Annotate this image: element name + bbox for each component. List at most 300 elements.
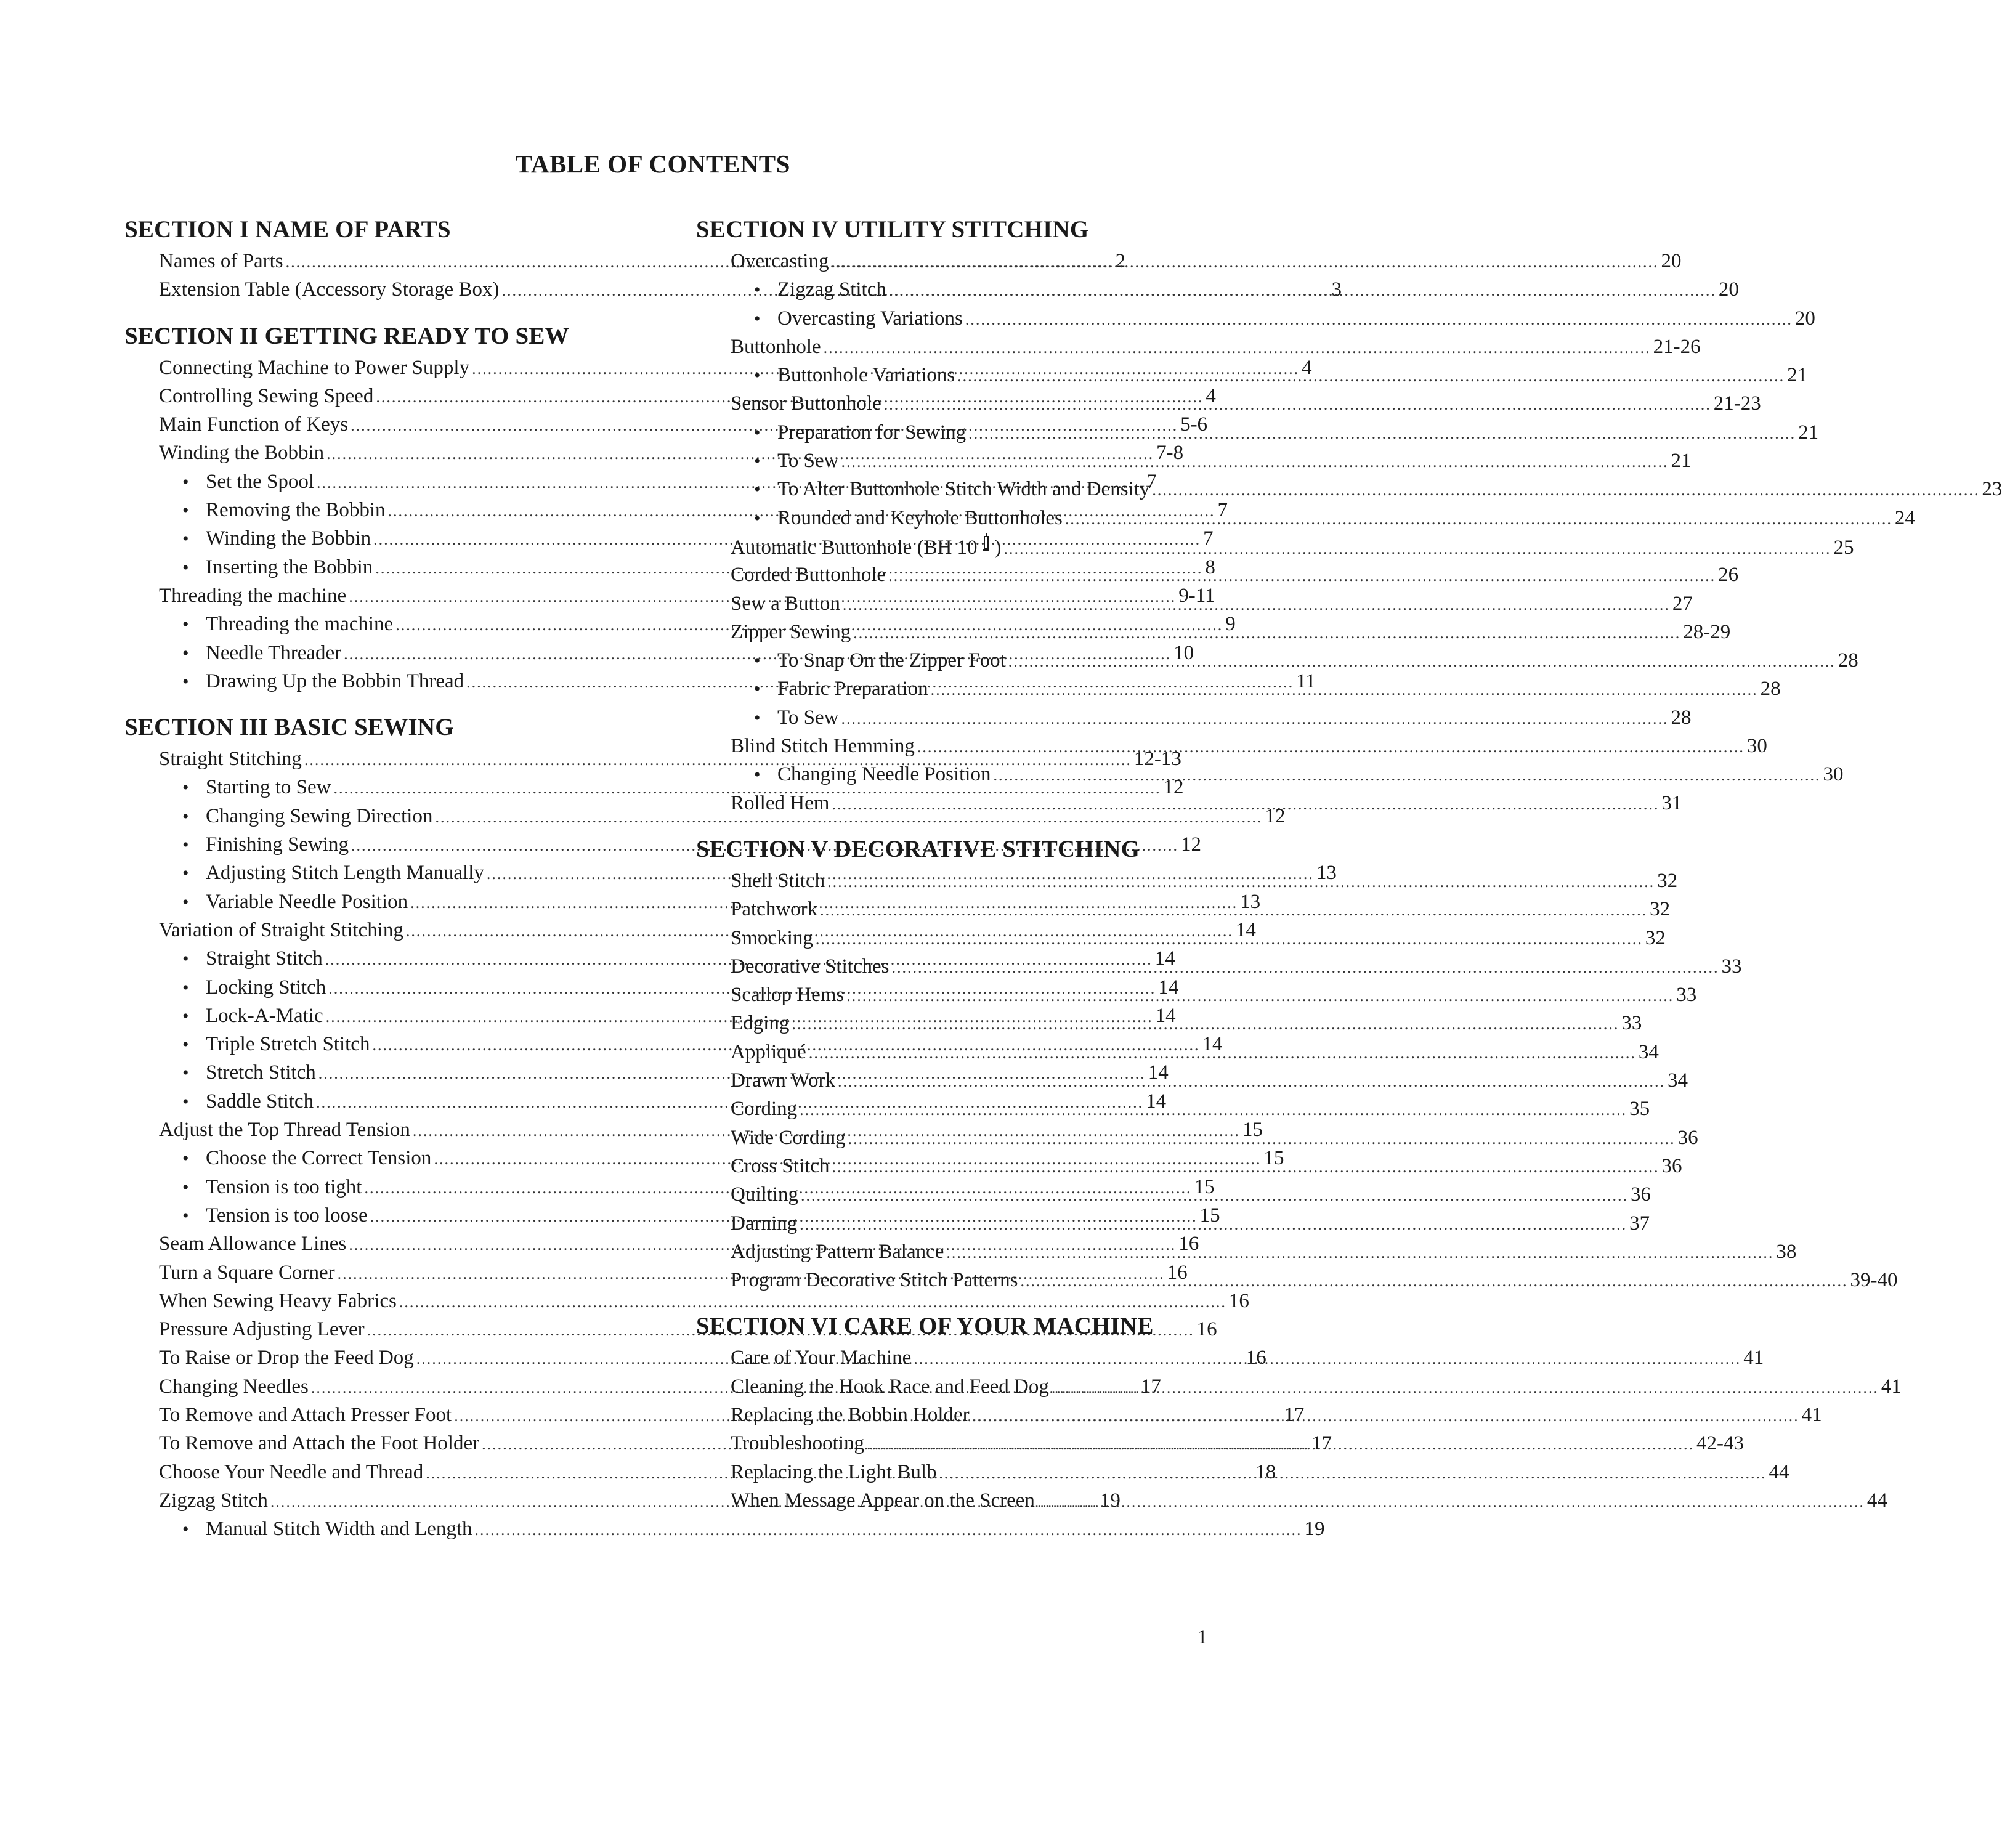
toc-entry-label (206, 973, 326, 1002)
toc-entry-label-text: Darning (731, 1212, 798, 1234)
bullet-icon: • (754, 479, 761, 500)
toc-subentry[interactable] (731, 418, 1819, 447)
toc-entry[interactable] (731, 1372, 1902, 1401)
toc-page-number: 32 (1657, 869, 1678, 892)
toc-entry-label (731, 924, 813, 952)
toc-page-number: 21 (1671, 450, 1692, 472)
bullet-icon: • (182, 1005, 189, 1026)
toc-page-number: 20 (1718, 278, 1739, 301)
toc-page-number: 42-43 (1696, 1432, 1744, 1455)
toc-entry-label (206, 667, 464, 695)
toc-entry-label-text: Zipper Sewing (731, 620, 851, 643)
toc-entry[interactable] (731, 1238, 1797, 1266)
toc-entry-label (731, 1372, 1049, 1401)
toc-page-number: 21 (1787, 364, 1808, 387)
toc-entry-label (159, 247, 283, 275)
toc-entry-label-text: Choose Your Needle and Thread (159, 1461, 424, 1483)
bullet-icon: • (182, 1034, 189, 1055)
toc-entry-label (777, 675, 928, 703)
toc-page-number: 19 (1100, 1489, 1121, 1512)
toc-entry-label-text: Changing Needles (159, 1375, 309, 1398)
toc-entry-label (731, 789, 829, 817)
toc-entry-label (731, 1266, 1018, 1294)
toc-entry-label (206, 888, 408, 916)
toc-entry-label-text: Program Decorative Stitch Patterns (731, 1269, 1018, 1292)
toc-entry-label (206, 1002, 323, 1030)
toc-page-number: 16 (1196, 1318, 1217, 1341)
page-title: TABLE OF CONTENTS (516, 150, 790, 178)
toc-page-number: 44 (1866, 1489, 1887, 1512)
toc-entry-label (731, 1458, 937, 1486)
section-title: SECTION I NAME OF PARTS (124, 216, 451, 243)
toc-entry-label-text: Sensor Buttonhole (731, 392, 881, 415)
bullet-icon: • (182, 642, 189, 663)
toc-entry-label-text: Sew a Button (731, 592, 840, 615)
dot-leader (841, 705, 1668, 733)
toc-entry-label (731, 389, 881, 418)
toc-page-number: 28 (1760, 678, 1781, 700)
toc-entry[interactable] (731, 1066, 1688, 1095)
toc-page-number: 34 (1667, 1069, 1688, 1092)
dot-leader (824, 334, 1651, 362)
toc-entry[interactable] (731, 247, 1682, 275)
toc-entry-label-text: Shell Stitch (731, 869, 825, 892)
toc-entry-label (731, 732, 915, 760)
toc-entry-label-text: Buttonhole (731, 335, 821, 358)
toc-page-number: 17 (1311, 1432, 1332, 1455)
toc-page-number: 7 (1203, 527, 1214, 550)
dot-leader (968, 419, 1796, 448)
toc-subentry[interactable] (731, 275, 1739, 304)
toc-entry-label (731, 247, 829, 275)
toc-entry-label-text: Overcasting (731, 250, 829, 272)
toc-entry[interactable] (731, 1486, 1887, 1515)
dot-leader (846, 982, 1674, 1010)
toc-page-number: 3 (1331, 278, 1342, 301)
toc-entry-label-text: To Snap On the Zipper Foot (777, 649, 1006, 672)
bullet-icon: • (182, 471, 189, 492)
toc-subentry[interactable] (731, 304, 1815, 333)
toc-entry-label (731, 1486, 1035, 1515)
toc-page-number: 5-6 (1180, 413, 1208, 436)
dot-leader (809, 1039, 1636, 1068)
toc-page-number: 15 (1263, 1147, 1284, 1170)
bullet-icon: • (182, 1177, 189, 1198)
toc-page-number: 25 (1833, 536, 1854, 559)
toc-subentry[interactable] (731, 475, 2002, 503)
toc-page-number: 16 (1246, 1347, 1266, 1369)
toc-page-number: 15 (1194, 1175, 1215, 1198)
toc-entry-label (159, 1401, 452, 1429)
bullet-icon: • (182, 614, 189, 635)
toc-entry-label-text: Locking Stitch (206, 976, 326, 999)
toc-entry-label-text: Names of Parts (159, 250, 283, 272)
dot-leader (939, 1459, 1767, 1488)
toc-entry-label-text: When Sewing Heavy Fabrics (159, 1289, 397, 1312)
toc-entry-label (206, 639, 341, 667)
toc-entry-label-text: Cross Stitch (731, 1154, 830, 1177)
dot-leader (820, 896, 1647, 925)
toc-entry-label (777, 504, 1063, 532)
toc-entry[interactable] (731, 981, 1697, 1009)
toc-subentry[interactable] (159, 1515, 1325, 1543)
toc-entry-label-text: Manual Stitch Width and Length (206, 1518, 472, 1541)
toc-page-number: 44 (1769, 1461, 1789, 1483)
toc-entry-label-text: Rolled Hem (731, 792, 830, 814)
toc-entry[interactable] (731, 618, 1731, 646)
bullet-icon: • (754, 650, 761, 671)
dot-leader (841, 448, 1668, 476)
toc-entry-label (777, 275, 886, 304)
dot-leader (972, 1402, 1799, 1430)
toc-entry[interactable] (731, 1009, 1642, 1037)
toc-entry-label (777, 475, 1149, 503)
toc-entry-label (159, 1258, 335, 1287)
toc-entry-label (731, 590, 840, 618)
toc-entry-label (731, 1180, 798, 1209)
toc-entry[interactable] (731, 1180, 1651, 1209)
dot-leader (892, 954, 1719, 982)
toc-entry-label (206, 944, 323, 973)
toc-page-number: 41 (1743, 1347, 1764, 1369)
toc-entry-label-text: Automatic Buttonhole (BH 10 (731, 536, 978, 559)
dot-leader (917, 733, 1745, 761)
toc-entry-label (206, 802, 432, 830)
toc-entry-label-text: Tension is too tight (206, 1175, 362, 1198)
dot-leader (792, 1010, 1619, 1039)
toc-entry-label (159, 1429, 479, 1457)
toc-entry-label-text: Smocking (731, 926, 813, 949)
toc-page-number: 18 (1255, 1461, 1276, 1483)
toc-entry-label (731, 1066, 835, 1095)
dot-leader (931, 676, 1758, 704)
toc-entry-label (159, 1343, 414, 1372)
bullet-icon: • (754, 679, 761, 700)
toc-page-number: 21-23 (1713, 392, 1761, 415)
toc-page-number: 20 (1661, 250, 1682, 272)
dot-leader (965, 306, 1793, 334)
bullet-icon: • (182, 863, 189, 884)
toc-entry-label-text: Extension Table (Accessory Storage Box) (159, 278, 500, 301)
toc-page-number: 19 (1304, 1518, 1325, 1541)
toc-page-number: 36 (1677, 1126, 1698, 1149)
toc-entry-label-text: When Message Appear on the Screen (731, 1489, 1035, 1512)
toc-entry-label-text: Blind Stitch Hemming (731, 735, 915, 758)
toc-entry-label-text: Removing the Bobbin (206, 499, 386, 522)
toc-entry-label (731, 1009, 789, 1037)
toc-entry-label (731, 532, 1002, 562)
toc-entry[interactable] (731, 1266, 1898, 1294)
toc-subentry[interactable] (731, 760, 1844, 788)
toc-subentry[interactable] (731, 504, 1915, 532)
toc-page-number: 9-11 (1178, 584, 1215, 607)
bullet-icon: • (182, 1063, 189, 1084)
toc-entry-label (777, 703, 838, 732)
toc-page-number: 33 (1621, 1012, 1642, 1035)
toc-entry-label-text: To Sew (777, 450, 839, 472)
toc-entry-label (731, 1401, 970, 1429)
toc-entry[interactable] (731, 732, 1767, 760)
dot-leader (914, 1345, 1741, 1373)
toc-entry-label-text: Care of Your Machine (731, 1347, 912, 1369)
toc-entry-label-text: Drawing Up the Bobbin Thread (206, 670, 464, 692)
toc-entry-label (159, 382, 373, 410)
toc-entry-label (159, 582, 346, 610)
dot-leader (800, 1096, 1627, 1124)
toc-subentry[interactable] (731, 361, 1808, 389)
toc-page-number: 10 (1173, 641, 1194, 664)
bullet-icon: • (182, 977, 189, 998)
bullet-icon: • (754, 365, 761, 386)
bullet-icon: • (754, 508, 761, 529)
toc-entry-label-text: Straight Stitching (159, 748, 302, 771)
toc-page-number: 37 (1629, 1212, 1650, 1234)
toc-page-number: 28 (1838, 649, 1858, 672)
toc-entry-label-text: Tension is too loose (206, 1204, 368, 1226)
toc-entry-label-text: Variable Needle Position (206, 890, 408, 913)
toc-page-number: 30 (1823, 763, 1844, 786)
toc-page-number: 7-8 (1156, 442, 1184, 464)
toc-entry-label (159, 1315, 365, 1343)
bullet-icon: • (754, 308, 761, 329)
toc-entry-label-text: Edging (731, 1012, 790, 1035)
toc-entry-label-text: Changing Needle Position (777, 763, 991, 786)
toc-entry[interactable] (731, 389, 1761, 418)
toc-entry-label-text: Cording (731, 1098, 798, 1121)
toc-entry[interactable] (159, 1287, 1249, 1315)
toc-entry-label-text: Rounded and Keyhole Buttonholes (777, 506, 1063, 529)
toc-entry-label (159, 410, 348, 439)
page-number: 1 (1197, 1626, 1207, 1648)
toc-entry-label (731, 867, 825, 895)
dot-leader (1008, 647, 1836, 676)
toc-entry-label-text: Troubleshooting (731, 1432, 864, 1455)
toc-page-number: 14 (1148, 1061, 1169, 1084)
bullet-icon: • (754, 280, 761, 301)
toc-entry-label-text: Replacing the Bobbin Holder (731, 1403, 970, 1426)
toc-entry[interactable] (731, 532, 1854, 561)
toc-page-number: 11 (1296, 670, 1316, 692)
dot-leader (884, 391, 1711, 419)
toc-entry[interactable] (731, 333, 1701, 361)
toc-page-number: 31 (1661, 792, 1682, 814)
toc-page-number: 14 (1154, 947, 1175, 970)
toc-page-number: 27 (1672, 592, 1693, 615)
section-title: SECTION IV UTILITY STITCHING (696, 216, 1089, 243)
toc-entry-label (777, 418, 966, 447)
toc-entry-label (159, 1287, 397, 1315)
toc-entry-label (731, 1152, 829, 1180)
toc-entry-label-text: Fabric Preparation (777, 678, 928, 700)
dot-leader (832, 790, 1659, 819)
toc-entry-label-text: Variation of Straight Stitching (159, 918, 403, 941)
toc-entry-label-text: To Remove and Attach the Foot Holder (159, 1432, 480, 1455)
toc-entry-label (206, 610, 393, 638)
toc-entry-label-text: Triple Stretch Stitch (206, 1033, 370, 1056)
toc-page-number: 34 (1638, 1040, 1659, 1063)
bullet-icon: • (182, 500, 189, 521)
dot-leader (867, 1430, 1694, 1459)
toc-page-number: 36 (1661, 1154, 1682, 1177)
toc-page-number: 33 (1721, 955, 1742, 978)
toc-page-number: 4 (1302, 356, 1312, 379)
toc-entry-label-text: Starting to Sew (206, 776, 331, 799)
dot-leader (831, 248, 1658, 277)
bullet-icon: • (182, 529, 189, 549)
toc-page-number: 16 (1228, 1289, 1249, 1312)
toc-entry-label (159, 1116, 410, 1144)
dot-leader (827, 868, 1655, 896)
toc-entry-label (731, 1238, 944, 1266)
toc-entry-label (777, 447, 838, 475)
toc-entry[interactable] (731, 1209, 1650, 1238)
toc-entry-label (206, 1515, 472, 1543)
dot-leader (816, 925, 1643, 954)
toc-entry-label-text: Stretch Stitch (206, 1061, 316, 1084)
toc-page-number: 32 (1645, 926, 1666, 949)
toc-entry-label-text: Winding the Bobbin (159, 442, 325, 464)
toc-page-number: 26 (1718, 564, 1739, 586)
dot-leader (1065, 505, 1892, 533)
toc-entry-label-text: Pressure Adjusting Lever (159, 1318, 365, 1341)
toc-entry-label (206, 773, 331, 801)
dot-leader (889, 277, 1716, 305)
toc-subentry[interactable] (731, 703, 1692, 732)
toc-page-number: 4 (1206, 384, 1216, 407)
toc-entry-label (731, 333, 821, 361)
toc-page-number: 14 (1146, 1090, 1167, 1112)
toc-entry-label-text: Scallop Hems (731, 984, 845, 1007)
buttonhole-foot-icon (981, 532, 991, 561)
toc-entry-label (731, 1095, 797, 1123)
toc-page-number: 17 (1284, 1403, 1305, 1426)
toc-page-number: 14 (1155, 1004, 1176, 1027)
dot-leader (946, 1239, 1773, 1267)
toc-page-number: 36 (1631, 1183, 1651, 1206)
dot-leader (853, 619, 1680, 647)
toc-page-number: 23 (1982, 478, 2002, 501)
toc-entry-label-text: To Raise or Drop the Feed Dog (159, 1347, 414, 1369)
toc-page-number: 7 (1217, 499, 1228, 522)
toc-entry-label (159, 354, 469, 382)
toc-entry-label (206, 1201, 368, 1230)
section-title: SECTION II GETTING READY TO SEW (124, 322, 569, 349)
toc-entry-label-text: Winding the Bobbin (206, 527, 371, 550)
toc-page-number: 21 (1798, 421, 1819, 444)
dot-leader (1037, 1488, 1865, 1516)
toc-entry-label-text: Threading the machine (159, 584, 347, 607)
toc-entry-label-text: Preparation for Sewing (777, 421, 967, 444)
bullet-icon: • (182, 671, 189, 692)
toc-entry-label-text: Adjust the Top Thread Tension (159, 1119, 410, 1141)
bullet-icon: • (182, 1091, 189, 1112)
toc-entry[interactable] (731, 561, 1739, 589)
toc-page-number: 20 (1794, 307, 1815, 330)
toc-entry-label-text: Connecting Machine to Power Supply (159, 356, 470, 379)
dot-leader (1152, 476, 1979, 505)
toc-page-number: 17 (1140, 1375, 1161, 1398)
dot-leader (832, 1153, 1659, 1181)
bullet-icon: • (182, 835, 189, 856)
dot-leader (801, 1181, 1628, 1210)
toc-page-number: 32 (1650, 898, 1671, 921)
toc-entry-label (731, 981, 844, 1009)
toc-entry[interactable] (731, 952, 1742, 981)
bullet-icon: • (182, 891, 189, 912)
toc-entry[interactable] (731, 1095, 1650, 1123)
bullet-icon: • (754, 451, 761, 472)
toc-entry[interactable] (731, 590, 1693, 618)
toc-entry-label-text: Controlling Sewing Speed (159, 384, 374, 407)
bullet-icon: • (182, 777, 189, 798)
toc-entry-label-text: Wide Cording (731, 1126, 846, 1149)
toc-entry-label (731, 1429, 864, 1457)
toc-subentry[interactable] (731, 646, 1858, 675)
toc-entry-label (777, 304, 963, 333)
toc-page-number: 33 (1676, 984, 1697, 1007)
toc-entry-label-text: Quilting (731, 1183, 799, 1206)
toc-entry-label (731, 952, 890, 981)
toc-subentry[interactable] (731, 447, 1692, 475)
toc-entry-label-text: Adjusting Pattern Balance (731, 1240, 944, 1263)
dot-leader (957, 362, 1785, 391)
toc-entry-label-text: Turn a Square Corner (159, 1261, 335, 1284)
toc-page-number: 35 (1629, 1098, 1650, 1121)
toc-entry-label (777, 760, 991, 788)
toc-entry-label-text: Finishing Sewing (206, 833, 349, 856)
bullet-icon: • (182, 806, 189, 827)
toc-entry-label-text: Main Function of Keys (159, 413, 349, 436)
toc-page-number: 14 (1202, 1033, 1223, 1056)
toc-page-number: 30 (1746, 735, 1767, 758)
toc-entry-label-text: Zigzag Stitch (159, 1489, 268, 1512)
toc-entry-label (206, 830, 349, 859)
toc-page-number: 24 (1894, 506, 1915, 529)
dot-leader (800, 1210, 1627, 1239)
bullet-icon: • (754, 707, 761, 728)
dot-leader (843, 591, 1670, 619)
bullet-icon: • (754, 764, 761, 785)
bullet-icon: • (182, 949, 189, 970)
dot-leader (848, 1125, 1676, 1153)
toc-page-number: 28 (1671, 706, 1692, 729)
toc-page-number: 14 (1158, 976, 1179, 999)
toc-entry-label (159, 1372, 309, 1401)
toc-page-number: 38 (1776, 1240, 1797, 1263)
toc-entry-label (159, 1230, 346, 1258)
toc-entry-label-text: Choose the Correct Tension (206, 1147, 432, 1170)
dot-leader (1004, 535, 1831, 563)
dot-leader (993, 761, 1820, 790)
toc-entry-label-text: Cleaning the Hook Race and Feed Dog (731, 1375, 1049, 1398)
toc-page-number: 13 (1316, 862, 1337, 885)
toc-page-number: 28-29 (1683, 620, 1731, 643)
toc-entry-label (777, 646, 1006, 675)
toc-entry-label (206, 859, 484, 887)
toc-page-number: 41 (1801, 1403, 1822, 1426)
toc-entry-label (206, 496, 386, 524)
toc-entry-label-text: To Alter Buttonhole Stitch Width and Density (777, 478, 1150, 501)
toc-page-number: 2 (1115, 250, 1126, 272)
dot-leader (1020, 1267, 1847, 1295)
toc-entry-label-text: Zigzag Stitch (777, 278, 886, 301)
toc-entry-label (731, 1343, 911, 1372)
toc-entry-label (731, 895, 817, 923)
toc-page-number: 15 (1199, 1204, 1220, 1226)
toc-entry-label-text: Saddle Stitch (206, 1090, 314, 1112)
toc-entry-label (206, 468, 314, 496)
dot-leader (888, 562, 1716, 590)
